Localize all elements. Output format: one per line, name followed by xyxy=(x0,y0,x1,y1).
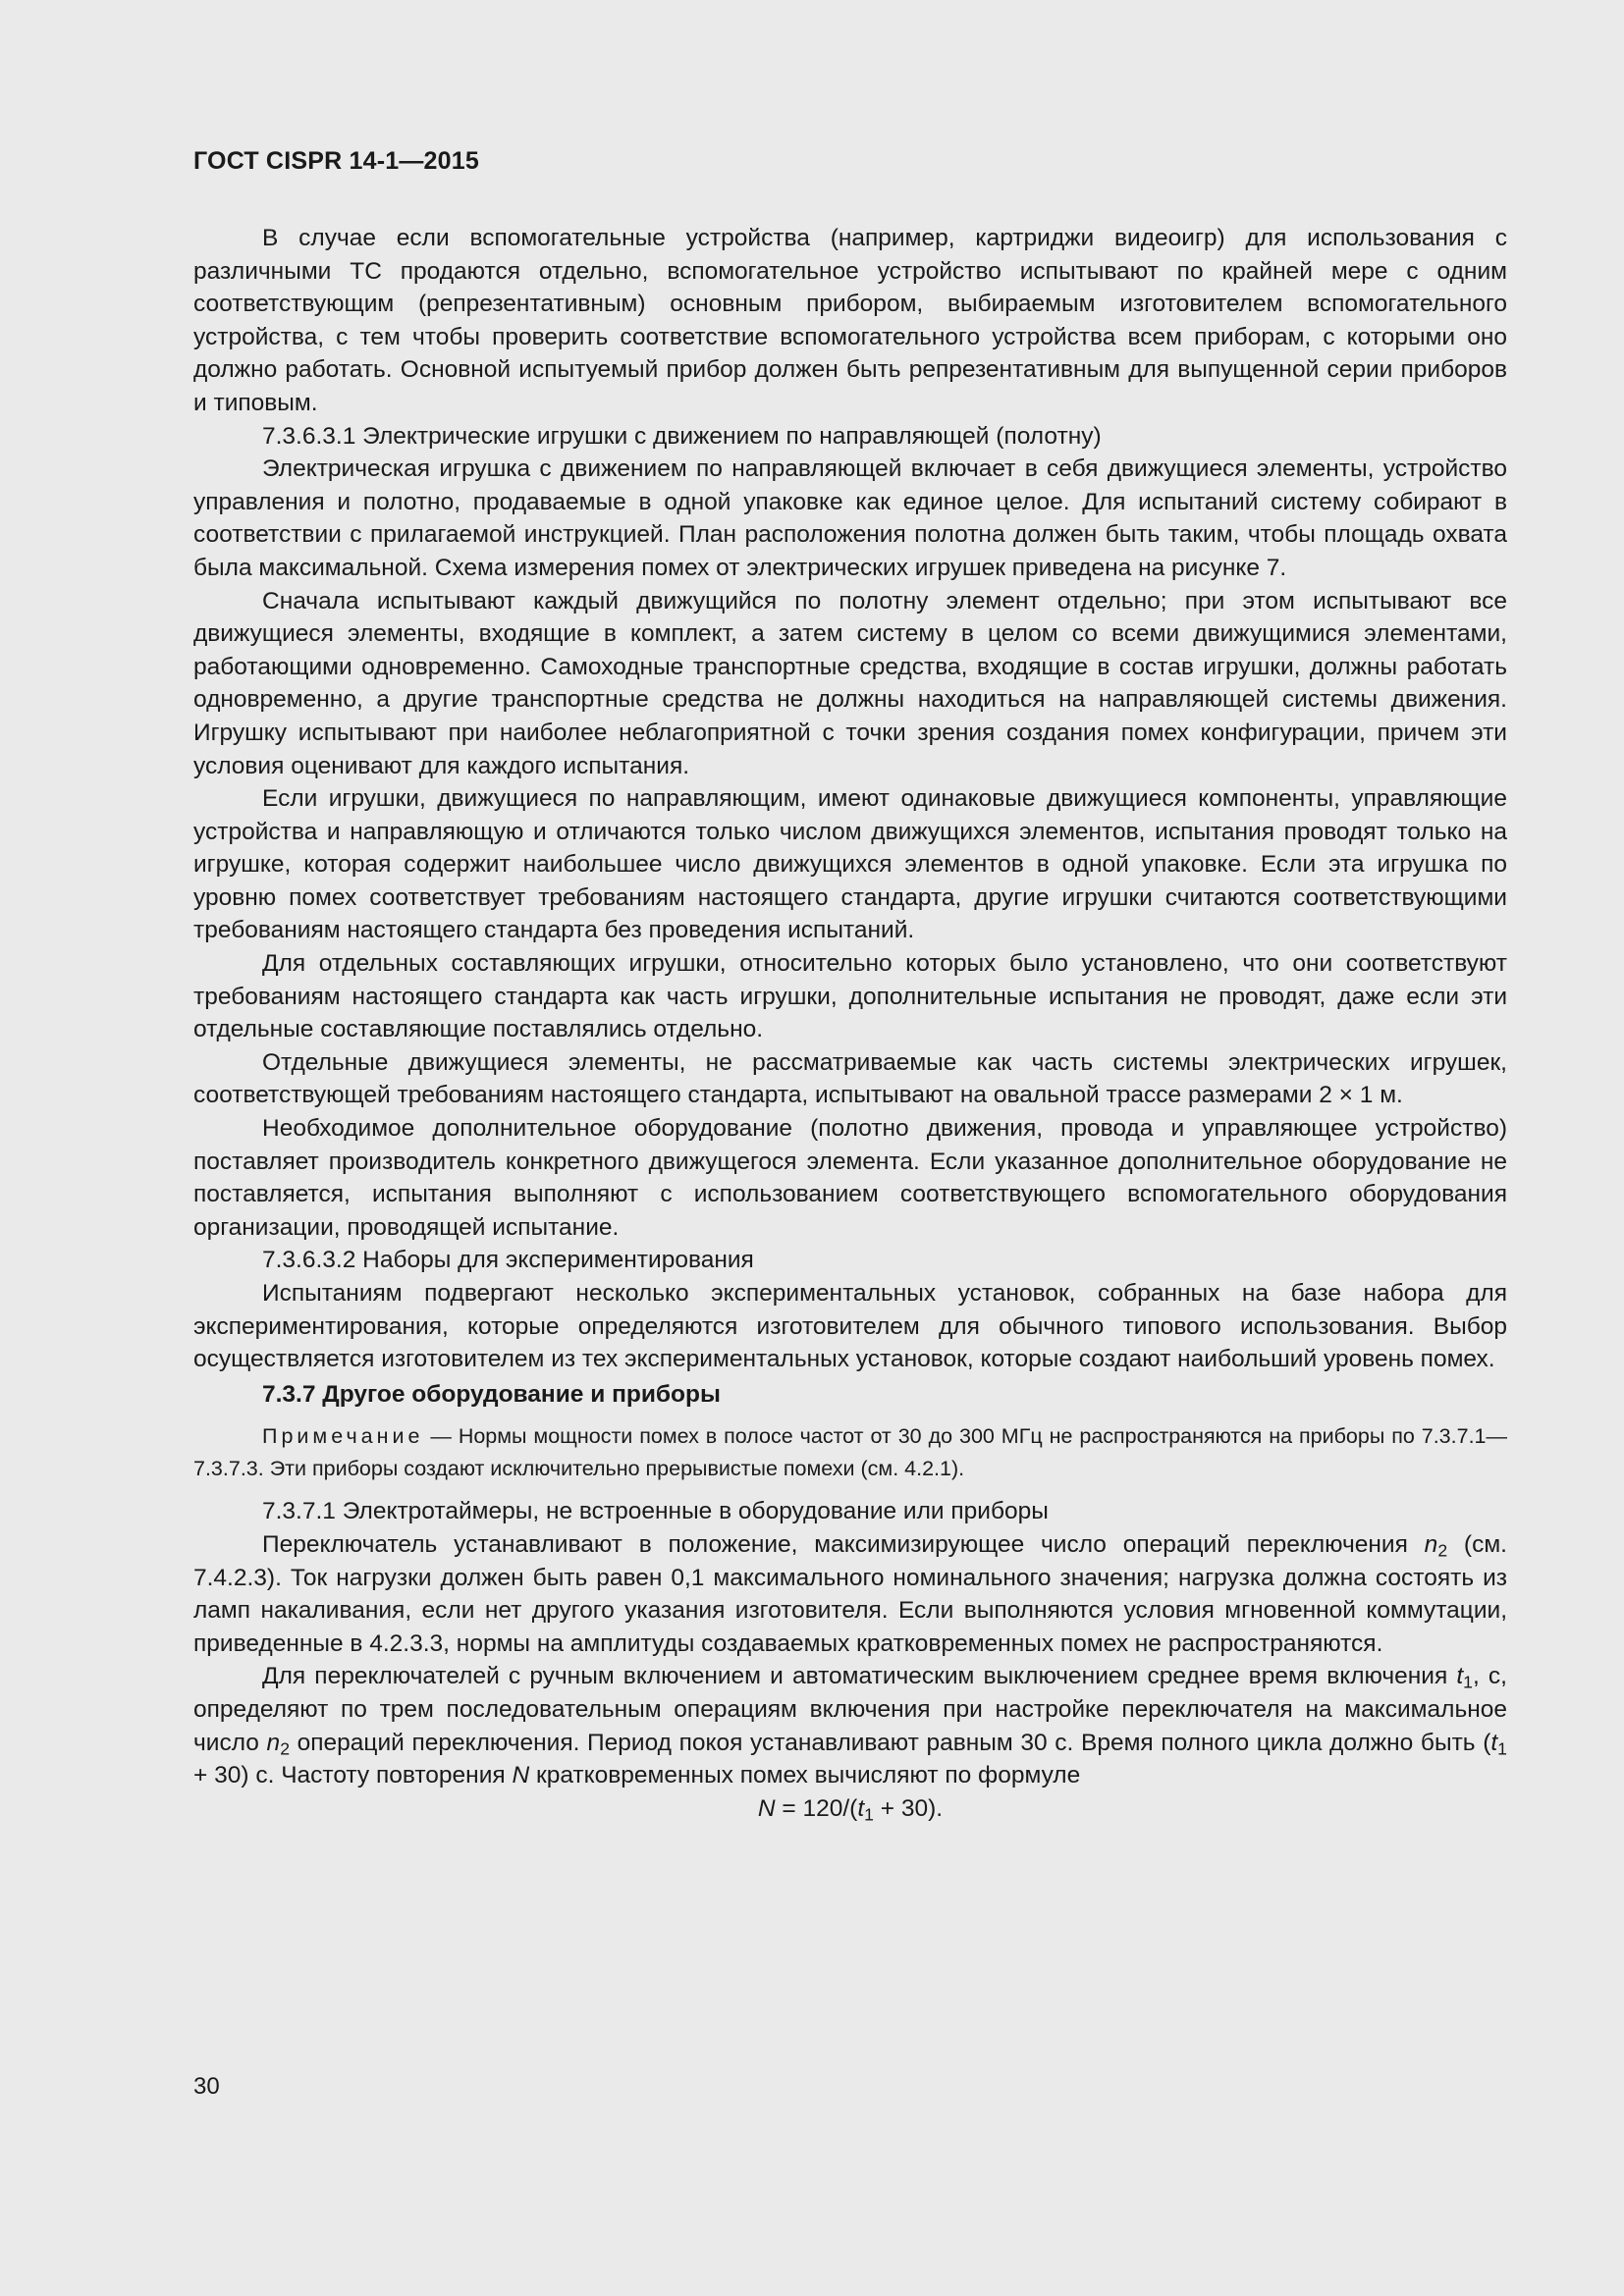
subsection-7-3-6-3-2-title: 7.3.6.3.2 Наборы для экспериментирования xyxy=(262,1247,754,1274)
formula-part: = 120/( xyxy=(775,1794,858,1822)
paragraph-track-toy-testing: Сначала испытывают каждый движущийся по полотну элемент отдельно; при этом испытывают все движущиеся элементы, входящие в комплект, а затем систему в целом со всеми движущимися элементами, работающими одновременно. Самоходные транспортные средства, входящие в состав игрушки, должны работать одновременно, а другие транспортные средства не должны находиться на направляющей системы движения. Игрушку испытывают при наиболее неблагоприятной с точки зрения создания помех конфигурации, причем эти условия оценивают для каждого испытания. xyxy=(193,587,1507,779)
formula-variable-N: N xyxy=(757,1794,776,1822)
text-run: операций переключения. Период покоя устанавливают равным 30 с. Время полного цикла должно быть ( xyxy=(290,1729,1491,1756)
paragraph-oval-track: Отдельные движущиеся элементы, не рассматриваемые как часть системы электрических игрушек, соответствующей требованиям настоящего стандарта, испытывают на овальной трассе размерами 2 × 1 м. xyxy=(193,1048,1507,1109)
paragraph-additional-equipment: Необходимое дополнительное оборудование (полотно движения, провода и управляющее устройство) поставляет производитель конкретного движущегося элемента. Если указанное дополнительное оборудование не поставляется, испытания выполняют с использованием соответствующего вспомогательного оборудования организации, проводящей испытание. xyxy=(193,1115,1507,1241)
section-7-3-7-heading: 7.3.7 Другое оборудование и приборы xyxy=(262,1380,721,1408)
note-text: — Нормы мощности помех в полосе частот от 30 до 300 МГц не распространяются на приборы по 7.3.7.1—7.3.7.3. Эти приборы создают исключительно прерывистые помехи (см. 4.2.1). xyxy=(193,1424,1507,1481)
paragraph-track-toy-definition: Электрическая игрушка с движением по направляющей включает в себя движущиеся элементы, устройство управления и полотно, продаваемые в одной упаковке как единое целое. Для испытаний систему собирают в соответствии с прилагаемой инструкцией. План расположения полотна должен быть таким, чтобы площадь охвата была максимальной. Схема измерения помех от электрических игрушек приведена на рисунке 7. xyxy=(193,455,1507,581)
variable-n: n xyxy=(266,1729,281,1756)
text-run: кратковременных помех вычисляют по формуле xyxy=(529,1762,1081,1789)
text-run: + 30) с. Частоту повторения xyxy=(193,1762,513,1789)
paragraph-timer-switch xyxy=(193,1528,1507,1660)
paragraph-manual-switch xyxy=(193,1660,1507,1791)
paragraph-experimental-kits: Испытаниям подвергают несколько экспериментальных установок, собранных на базе набора для экспериментирования, которые определяются изготовителем для обычного типового использования. Выбор осуществляется изготовителем из тех экспериментальных установок, которые создают наибольший уровень помех. xyxy=(193,1280,1507,1373)
variable-n: n xyxy=(1424,1530,1438,1558)
page-number: 30 xyxy=(193,2073,220,2100)
subscript: 2 xyxy=(1437,1540,1448,1561)
formula-variable-t: t xyxy=(857,1794,865,1822)
formula xyxy=(193,1792,1507,1826)
subscript: 1 xyxy=(864,1804,874,1825)
note-label: Примечание xyxy=(262,1424,424,1449)
subsection-7-3-6-3-1-title: 7.3.6.3.1 Электрические игрушки с движением по направляющей (полотну) xyxy=(262,422,1102,450)
text-run: , с, определяют по трем последовательным операциям включения при настройке переключателя на максимальное число xyxy=(193,1663,1507,1756)
subscript: 2 xyxy=(280,1737,290,1758)
text-run: (см. 7.4.2.3). Ток нагрузки должен быть равен 0,1 максимального номинального значения; нагрузка должна состоять из ламп накаливания, если нет другого указания изготовителя. Если выполняются условия мгновенной коммутации, приведенные в 4.2.3.3, нормы на амплитуды создаваемых кратковременных помех не распространяются. xyxy=(193,1530,1507,1657)
subsection-7-3-7-1-title: 7.3.7.1 Электротаймеры, не встроенные в оборудование или приборы xyxy=(262,1498,1049,1525)
text-run: Для переключателей с ручным включением и автоматическим выключением среднее время включения xyxy=(262,1663,1457,1690)
variable-t: t xyxy=(1456,1663,1464,1690)
subscript: 1 xyxy=(1497,1737,1507,1758)
formula-part: + 30). xyxy=(873,1794,944,1822)
note xyxy=(193,1420,1507,1485)
variable-N: N xyxy=(512,1762,530,1789)
paragraph-accessories: В случае если вспомогательные устройства (например, картриджи видеоигр) для использования с различными ТС продаются отдельно, вспомогательное устройство испытывают по крайней мере с одним соответствующим (репрезентативным) основным прибором, выбираемым изготовителем вспомогательного устройства, с тем чтобы проверить соответствие вспомогательного устройства всем приборам, с которыми оно должно работать. Основной испытуемый прибор должен быть репрезентативным для выпущенной серии приборов и типовым. xyxy=(193,225,1507,416)
subscript: 1 xyxy=(1463,1672,1473,1692)
document-header: ГОСТ CISPR 14-1—2015 xyxy=(193,147,479,175)
paragraph-separate-components: Для отдельных составляющих игрушки, относительно которых было установлено, что они соответствуют требованиям настоящего стандарта как часть игрушки, дополнительные испытания не проводят, даже если эти отдельные составляющие поставлялись отдельно. xyxy=(193,950,1507,1043)
variable-t: t xyxy=(1490,1729,1498,1756)
document-body xyxy=(193,222,1507,1825)
text-run: Переключатель устанавливают в положение, максимизирующее число операций переключения xyxy=(262,1530,1425,1558)
paragraph-identical-components: Если игрушки, движущиеся по направляющим, имеют одинаковые движущиеся компоненты, управляющие устройства и направляющую и отличаются только числом движущихся элементов, испытания проводят только на игрушке, которая содержит наибольшее число движущихся элементов в одной упаковке. Если эта игрушка по уровню помех соответствует требованиям настоящего стандарта, другие игрушки считаются соответствующими требованиям настоящего стандарта без проведения испытаний. xyxy=(193,785,1507,944)
